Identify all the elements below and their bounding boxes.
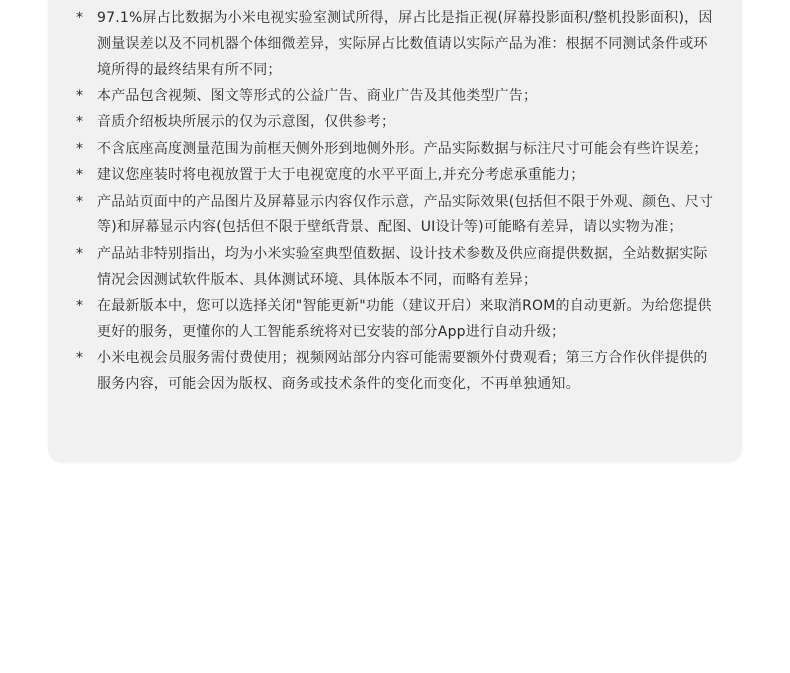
disclaimer-text: 97.1%屏占比数据为小米电视实验室测试所得，屏占比是指正视(屏幕投影面积/整机投影面积)，因测量误差以及不同机器个体细微差异，实际屏占比数值请以实际产品为准：根据不同测试条件或环境所得的最终结果有所不同； [97, 10, 713, 78]
bullet-asterisk: * [76, 140, 84, 157]
disclaimer-text: 在最新版本中，您可以选择关闭"智能更新"功能（建议开启）来取消ROM的自动更新。为给您提供更好的服务，更懂你的人工智能系统将对已安装的部分App进行自动升级； [97, 297, 712, 340]
disclaimer-item [0, 110, 790, 136]
disclaimer-item [0, 242, 790, 294]
bullet-asterisk: * [76, 350, 84, 367]
bullet-asterisk: * [76, 193, 84, 210]
bullet-asterisk: * [76, 10, 84, 26]
disclaimer-item [0, 6, 790, 83]
bullet-asterisk: * [76, 167, 84, 184]
disclaimer-item [0, 137, 790, 163]
bullet-asterisk: * [76, 245, 84, 262]
bullet-asterisk: * [76, 87, 84, 104]
disclaimer-list [0, 6, 790, 398]
disclaimer-text: 建议您座装时将电视放置于大于电视宽度的水平平面上,并充分考虑承重能力； [97, 167, 585, 184]
disclaimer-item [0, 190, 790, 242]
disclaimer-text: 不含底座高度测量范围为前框天侧外形到地侧外形。产品实际数据与标注尺寸可能会有些许误差； [97, 140, 708, 157]
disclaimer-item [0, 294, 790, 346]
disclaimer-text: 小米电视会员服务需付费使用；视频网站部分内容可能需要额外付费观看；第三方合作伙伴提供的服务内容，可能会因为版权、商务或技术条件的变化而变化，不再单独通知。 [97, 350, 708, 392]
bullet-asterisk: * [76, 114, 84, 131]
disclaimer-text: 音质介绍板块所展示的仅为示意图，仅供参考； [97, 114, 396, 131]
disclaimer-item [0, 84, 790, 110]
disclaimer-text: 产品站非特别指出，均为小米实验室典型值数据、设计技术参数及供应商提供数据，全站数据实际情况会因测试软件版本、具体测试环境、具体版本不同，而略有差异； [97, 245, 708, 288]
bullet-asterisk: * [76, 297, 84, 314]
disclaimer-text: 产品站页面中的产品图片及屏幕显示内容仅作示意，产品实际效果(包括但不限于外观、颜色、尺寸等)和屏幕显示内容(包括但不限于壁纸背景、配图、UI设计等)可能略有差异，请以实物为准； [97, 193, 714, 236]
disclaimer-text: 本产品包含视频、图文等形式的公益广告、商业广告及其他类型广告； [97, 87, 538, 104]
disclaimer-item [0, 163, 790, 189]
disclaimer-item [0, 346, 790, 398]
